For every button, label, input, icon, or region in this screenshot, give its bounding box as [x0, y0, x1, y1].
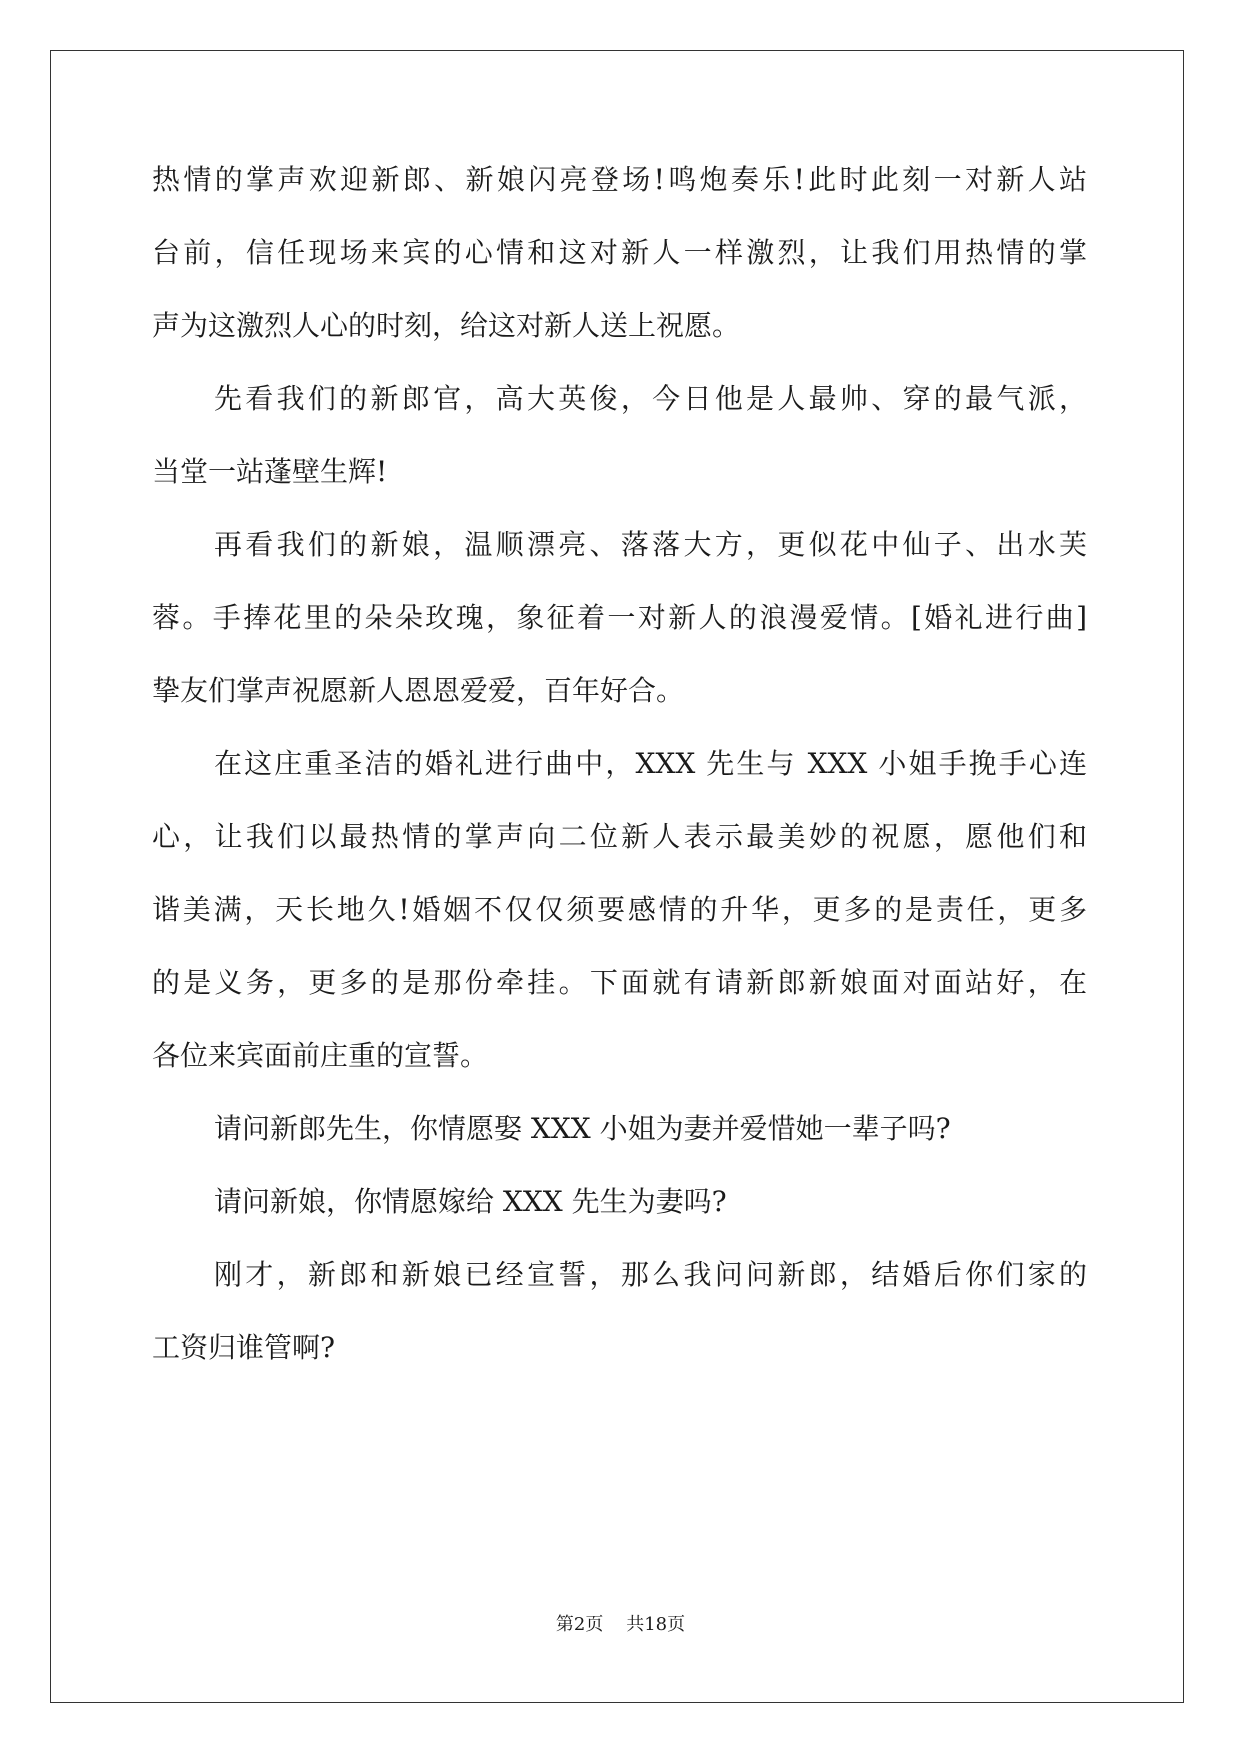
body-line: 先看我们的新郎官，高大英俊，今日他是人最帅、穿的最气派，	[214, 382, 1087, 415]
body-line: 的是义务，更多的是那份牵挂。下面就有请新郎新娘面对面站好，在	[152, 966, 1087, 999]
body-line: 谐美满，天长地久!婚姻不仅仅须要感情的升华，更多的是责任，更多	[152, 893, 1087, 926]
body-line: 台前，信任现场来宾的心情和这对新人一样激烈，让我们用热情的掌	[152, 236, 1087, 269]
body-line: 热情的掌声欢迎新郎、新娘闪亮登场!鸣炮奏乐!此时此刻一对新人站	[152, 163, 1087, 196]
body-line: 工资归谁管啊?	[152, 1331, 336, 1364]
body-line: 心，让我们以最热情的掌声向二位新人表示最美妙的祝愿，愿他们和	[152, 820, 1087, 853]
page-number: 第2页	[555, 1614, 604, 1635]
body-line: 请问新郎先生，你情愿娶 XXX 小姐为妻并爱惜她一辈子吗?	[214, 1112, 951, 1145]
page-footer	[0, 1610, 1241, 1636]
body-line: 请问新娘，你情愿嫁给 XXX 先生为妻吗?	[214, 1185, 727, 1218]
body-line: 刚才，新郎和新娘已经宣誓，那么我问问新郎，结婚后你们家的	[214, 1258, 1087, 1291]
body-line: 蓉。手捧花里的朵朵玫瑰，象征着一对新人的浪漫爱情。[婚礼进行曲]	[152, 601, 1087, 634]
body-line: 在这庄重圣洁的婚礼进行曲中，XXX 先生与 XXX 小姐手挽手心连	[214, 747, 1087, 780]
body-line: 再看我们的新娘，温顺漂亮、落落大方，更似花中仙子、出水芙	[214, 528, 1087, 561]
body-line: 挚友们掌声祝愿新人恩恩爱爱，百年好合。	[152, 674, 685, 707]
body-line: 各位来宾面前庄重的宣誓。	[152, 1039, 489, 1072]
body-line: 声为这激烈人心的时刻，给这对新人送上祝愿。	[152, 309, 741, 342]
page-border	[50, 50, 1184, 1703]
page-total: 共18页	[626, 1614, 686, 1635]
body-line: 当堂一站蓬壁生辉!	[152, 455, 388, 488]
